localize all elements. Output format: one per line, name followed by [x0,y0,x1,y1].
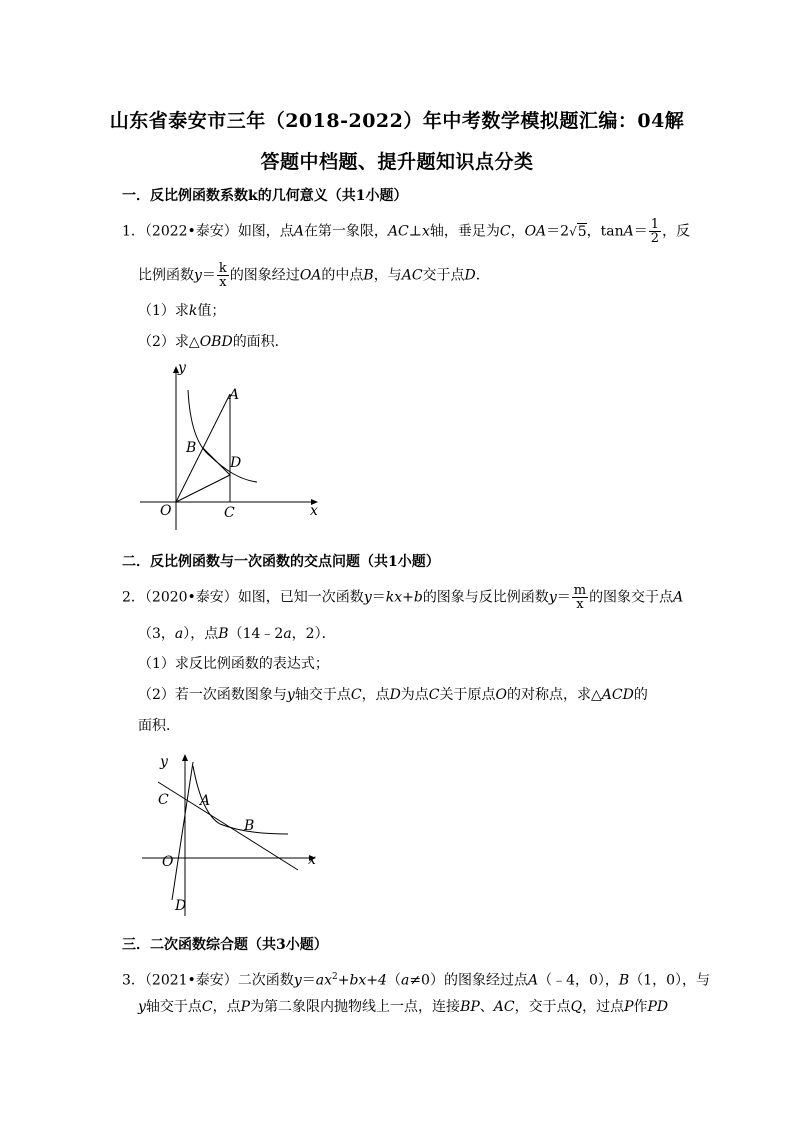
q1-text: 的中点 [321,267,364,284]
q1-text: 在第一象限， [303,223,388,240]
fig2-label-B: B [244,818,255,834]
q3-text: 作 [633,999,648,1015]
q3-text: 轴交于点 [145,999,202,1015]
section-heading-2: 二．反比例函数与一次函数的交点问题（共1小题） [122,554,440,570]
q1-sqrt: 5 [577,223,587,240]
q2-text: （3， [138,626,175,642]
q1-source: （2022•泰安） [144,223,238,240]
q3-var: C [201,999,213,1015]
q2-text: 的图象交于点 [589,589,674,606]
q1-text: ，tan [586,223,624,240]
q1-var: A [623,223,634,240]
q1-line-2 [138,262,490,289]
fig2-y-arrow [182,754,188,761]
fig1-label-O: O [160,503,172,519]
q2-text: （14﹣2 [228,626,284,642]
q2-var: kx+b [385,589,423,606]
fig1-line-OD [176,475,230,502]
fig2-label-D: D [175,898,187,914]
fig2-label-A: A [200,793,211,809]
q2-var: A [673,589,684,606]
fraction-denominator: 2 [650,231,660,246]
figure-1 [140,360,330,530]
q3-line-2 [138,997,668,1017]
q3-var: ax [315,972,332,989]
q1-text: 值； [197,303,226,319]
fig2-label-x: x [308,852,316,868]
q1-text: 交于点 [422,267,465,284]
q2-text: ＝ [371,589,386,606]
fraction-denominator: x [576,597,584,612]
q2-text: 关于原点 [439,687,496,703]
q3-text: （﹣4，0）， [538,972,619,989]
q1-text: 轴，垂足为 [429,223,500,240]
q3-text: （ [386,972,401,989]
q2-var: B [218,626,229,642]
fig2-line-AD [172,762,193,900]
section-heading-3: 三．二次函数综合题（共3小题） [122,937,328,953]
fig2-label-C: C [158,792,169,808]
q1-fraction [649,218,661,245]
page-title-line-1: 山东省泰安市三年（2018-2022）年中考数学模拟题汇编：04解 [109,110,685,132]
q1-var: AC [387,223,409,240]
q3-var: BP [460,999,480,1015]
q3-var: P [240,999,251,1015]
q2-var: y [286,687,295,703]
q2-text: 的图象与反比例函数 [422,589,549,606]
q1-text: 的面积． [232,334,289,350]
q3-text: ，点 [212,999,241,1015]
fig2-label-O: O [162,854,174,870]
q2-text: 轴交于点 [294,687,351,703]
q1-var: A [293,223,304,240]
q3-var: P [624,999,634,1015]
fig1-label-A: A [229,387,240,403]
q3-text: 、 [479,999,494,1015]
q1-text: 比例函数 [138,267,194,284]
q1-text: ＝ [201,267,216,284]
q3-text: 为第二象限内抛物线上一点，连接 [250,999,461,1015]
q2-text: ＝ [556,589,571,606]
q2-text: ，2）． [291,626,336,642]
q1-text: ，反 [662,223,691,240]
q3-superscript: 2 [331,972,338,982]
q2-text: 如图，已知一次函数 [237,589,364,606]
q3-text: ，交于点 [514,999,571,1015]
q1-text: ＝ [633,223,648,240]
q1-var: AC [401,267,423,284]
q2-source: （2020•泰安） [144,589,238,606]
q3-source: （2021•泰安） [144,972,238,989]
q2-var: D [389,687,401,703]
q1-text: ， [510,223,525,240]
q2-text: ，点 [361,687,390,703]
fig1-label-C: C [224,505,235,521]
q3-line-1 [122,967,710,991]
fig2-label-y: y [160,754,168,770]
fig1-label-x: x [310,503,318,519]
q2-text: 的对称点，求△ [507,687,602,703]
q3-var: a [400,972,410,989]
q1-text: 的图象经过 [229,267,300,284]
q3-var: Q [570,999,583,1015]
q2-var: C [428,687,440,703]
q1-number: 1． [122,223,145,240]
q2-text: （2）若一次函数图象与 [138,687,287,703]
q1-var: x [421,223,430,240]
q3-text: （1，0），与 [629,972,711,989]
q2-text: 的 [633,687,648,703]
fig1-label-D: D [230,455,242,471]
q1-symbol: ⊥ [408,223,422,240]
q3-text: ≠0）的图象经过点 [409,972,528,989]
q2-text: ），点 [183,626,219,642]
q1-k-fraction [217,262,229,289]
q2-m-fraction [572,584,588,611]
q1-var: k [188,303,198,319]
q2-var: O [495,687,507,703]
q3-var: y [138,999,146,1015]
q3-var: B [618,972,630,989]
q1-text: （1）求 [138,303,189,319]
q1-var: OBD [199,334,233,350]
section-heading-1: 一．反比例函数系数k的几何意义（共1小题） [122,188,408,204]
q2-line-1 [122,584,683,611]
q1-var: y [194,267,202,284]
q2-number: 2． [122,589,145,606]
q3-var: y [293,972,302,989]
q1-text: 如图，点 [237,223,294,240]
q1-sub-1 [138,301,225,321]
q2-line-2 [138,624,336,644]
q1-var: C [499,223,511,240]
fraction-numerator: m [573,583,587,598]
q1-var: D [464,267,476,284]
fig1-label-y: y [178,360,186,376]
q2-text: 为点 [400,687,429,703]
q2-sub-2-tail: 面积． [138,718,180,734]
q2-var: y [363,589,372,606]
q3-text: ＝ [301,972,316,989]
q1-line-1: 1．（2022•泰安）如图，点A在第一象限，AC⊥x轴，垂足为C，OA＝2√5，tanA＝ $\frac{1}{2}$ ，反 [122,217,691,246]
q2-var: ACD [601,687,634,703]
q2-sub-1: （1）求反比例函数的表达式； [138,656,329,672]
figure-2 [140,748,330,918]
q3-var: AC [493,999,515,1015]
q1-sub-2 [138,332,289,352]
q3-text: 二次函数 [237,972,294,989]
page-title-line-2: 答题中档题、提升题知识点分类 [260,151,534,173]
q2-sub-2 [138,685,648,705]
q2-var: a [174,626,184,642]
fraction-denominator: x [219,275,227,290]
q2-var: a [283,626,292,642]
q3-text: ，过点 [582,999,625,1015]
fraction-numerator: 1 [650,217,660,232]
fraction-numerator: k [218,261,227,276]
q1-text: ，与 [373,267,402,284]
q1-var: OA [299,267,322,284]
q1-var: B [363,267,374,284]
q1-text: ． [475,267,490,284]
q3-var: PD [647,999,669,1015]
q3-var: +bx+4 [337,972,387,989]
q1-text: （2）求△ [138,334,200,350]
q3-number: 3． [122,972,145,989]
q3-var: A [527,972,539,989]
q1-text: ＝2 [546,223,570,240]
q2-var: C [350,687,362,703]
fig1-label-B: B [186,440,197,456]
q2-var: y [548,589,557,606]
q1-var: OA [524,223,547,240]
